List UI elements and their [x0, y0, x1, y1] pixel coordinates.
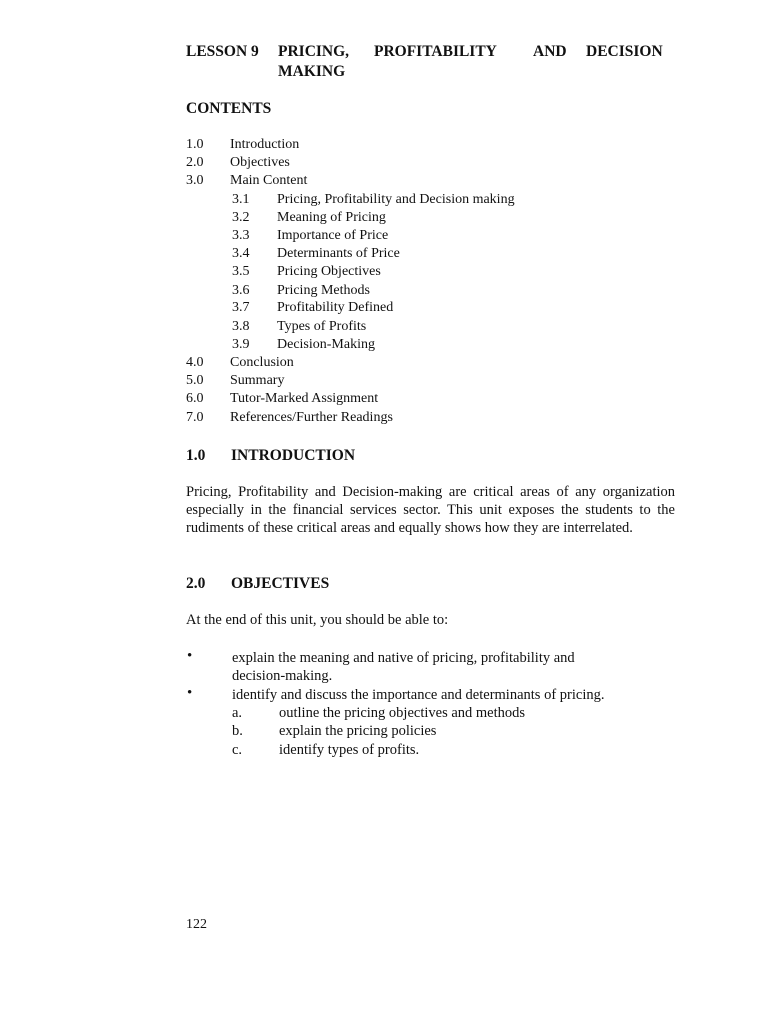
objectives-heading: OBJECTIVES	[231, 575, 330, 592]
toc-item: 7.0 References/Further Readings	[186, 410, 393, 425]
toc-item: 4.0 Conclusion	[186, 355, 294, 370]
bullet-symbol: •	[187, 648, 193, 664]
title-word: PROFITABILITY	[374, 43, 497, 60]
objectives-lead: At the end of this unit, you should be able to:	[186, 612, 449, 628]
bullet-text: explain the meaning and native of pricing, profitability and	[232, 650, 575, 666]
subitem-text: identify types of profits.	[279, 742, 420, 758]
toc-subitem: 3.2 Meaning of Pricing	[232, 210, 386, 225]
toc-subitem: 3.9 Decision-Making	[232, 337, 375, 352]
toc-subitem: 3.7 Profitability Defined	[232, 300, 394, 315]
subitem-text: outline the pricing objectives and methods	[279, 705, 526, 721]
title-word: DECISION	[586, 43, 663, 60]
subitem-label: b.	[232, 723, 243, 739]
toc-subitem: 3.4 Determinants of Price	[232, 246, 400, 261]
section-number: 2.0	[186, 575, 206, 592]
introduction-paragraph: Pricing, Profitability and Decision-making are critical areas of any organization especially in the financial services sector. This unit exposes the students to the rudiments of these critical areas and equally shows how they are interrelated.	[186, 484, 675, 536]
title-word: AND	[533, 43, 567, 60]
subitem-text: explain the pricing policies	[279, 723, 437, 739]
toc-subitem: 3.5 Pricing Objectives	[232, 264, 381, 279]
toc-item: 1.0 Introduction	[186, 137, 300, 152]
bullet-text: identify and discuss the importance and determinants of pricing.	[232, 687, 605, 703]
toc-subitem: 3.1 Pricing, Profitability and Decision making	[232, 192, 515, 207]
toc-item: 3.0 Main Content	[186, 173, 308, 188]
lesson-number: LESSON 9	[186, 43, 259, 60]
section-number: 1.0	[186, 447, 206, 464]
bullet-symbol: •	[187, 685, 193, 701]
bullet-text: decision-making.	[232, 668, 333, 684]
toc-item: 6.0 Tutor-Marked Assignment	[186, 391, 379, 406]
toc-item: 5.0 Summary	[186, 373, 285, 388]
contents-heading: CONTENTS	[186, 100, 272, 117]
toc-subitem: 3.8 Types of Profits	[232, 319, 367, 334]
page-number: 122	[186, 917, 207, 932]
subitem-label: c.	[232, 742, 243, 758]
toc-item: 2.0 Objectives	[186, 155, 290, 170]
introduction-heading: INTRODUCTION	[231, 447, 356, 464]
toc-subitem: 3.3 Importance of Price	[232, 228, 389, 243]
title-word: PRICING,	[278, 43, 350, 60]
title-line-2: MAKING	[278, 63, 346, 80]
toc-subitem: 3.6 Pricing Methods	[232, 283, 370, 298]
subitem-label: a.	[232, 705, 243, 721]
